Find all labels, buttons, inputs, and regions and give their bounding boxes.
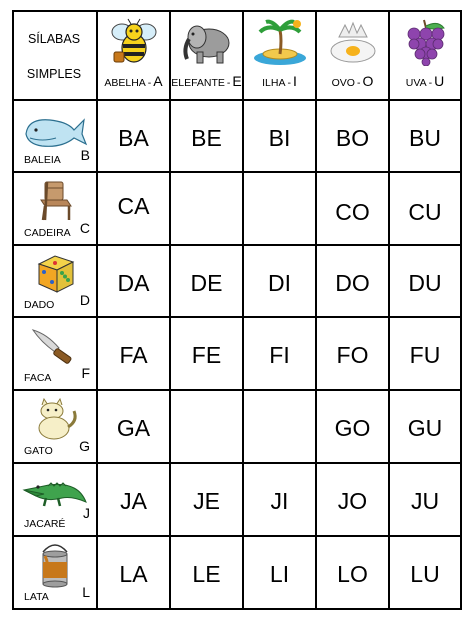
syllable-cell: LA bbox=[119, 561, 148, 587]
row-word: CADEIRA bbox=[24, 227, 71, 239]
paint-can-icon bbox=[22, 543, 88, 587]
title-line1: SÍLABAS bbox=[27, 32, 81, 46]
syllable-cell: JI bbox=[270, 488, 289, 514]
syllable-cell: BI bbox=[268, 125, 291, 151]
grapes-icon bbox=[390, 18, 460, 66]
syllable-cell: JO bbox=[337, 488, 368, 514]
row-letter: F bbox=[81, 365, 90, 381]
vowel-letter: I bbox=[292, 73, 297, 89]
egg-icon bbox=[317, 18, 388, 66]
row-header-d bbox=[14, 246, 96, 316]
syllable-cell: DU bbox=[408, 270, 442, 296]
bee-icon bbox=[98, 18, 169, 66]
elephant-icon bbox=[171, 18, 242, 66]
dash: - bbox=[147, 77, 152, 89]
row-word: DADO bbox=[24, 299, 55, 311]
syllable-cell: LO bbox=[337, 561, 368, 587]
syllable-cell: BU bbox=[409, 125, 441, 151]
vowel-letter: E bbox=[232, 73, 242, 89]
syllable-cell: DO bbox=[335, 270, 370, 296]
row-word: GATO bbox=[24, 445, 53, 457]
syllable-cell: FE bbox=[191, 342, 222, 368]
syllable-cell: FO bbox=[336, 342, 369, 368]
dash: - bbox=[287, 77, 291, 89]
syllable-cell: CA bbox=[117, 193, 150, 219]
whale-icon bbox=[22, 107, 88, 151]
syllable-cell: CO bbox=[335, 199, 370, 225]
vowel-header-i bbox=[244, 12, 315, 99]
syllable-cell: JA bbox=[120, 488, 147, 514]
vowel-header-o bbox=[317, 12, 388, 99]
syllable-cell: JU bbox=[410, 488, 440, 514]
chair-icon bbox=[22, 179, 88, 223]
row-word: JACARÉ bbox=[24, 518, 66, 530]
row-word: BALEIA bbox=[24, 154, 61, 166]
syllable-cell: DE bbox=[190, 270, 223, 296]
vowel-header-u bbox=[390, 12, 460, 99]
syllable-cell: BA bbox=[118, 125, 149, 151]
row-header-c bbox=[14, 173, 96, 244]
row-letter: J bbox=[83, 505, 90, 521]
vowel-letter: A bbox=[153, 73, 163, 89]
grid-line bbox=[12, 608, 462, 610]
syllable-cell: JE bbox=[193, 488, 220, 514]
syllable-cell: LE bbox=[192, 561, 221, 587]
row-letter: D bbox=[79, 292, 90, 308]
syllable-cell: CU bbox=[408, 199, 442, 225]
dash: - bbox=[428, 77, 433, 89]
vowel-word: OVO bbox=[331, 77, 355, 89]
vowel-letter: U bbox=[434, 73, 445, 89]
knife-icon bbox=[22, 324, 88, 368]
syllable-cell: FA bbox=[119, 342, 148, 368]
alligator-icon bbox=[22, 470, 88, 514]
vowel-header-a bbox=[98, 12, 169, 99]
syllable-cell: LU bbox=[410, 561, 440, 587]
syllable-cell: DA bbox=[117, 270, 150, 296]
grid-line bbox=[460, 10, 462, 610]
dash: - bbox=[226, 77, 231, 89]
row-word: LATA bbox=[24, 591, 49, 603]
row-letter: G bbox=[79, 438, 90, 454]
vowel-word: UVA bbox=[405, 77, 427, 89]
vowel-word: ILHA bbox=[262, 77, 286, 89]
island-icon bbox=[244, 18, 315, 66]
syllable-cell: BE bbox=[191, 125, 222, 151]
syllable-cell: LI bbox=[269, 561, 290, 587]
vowel-letter: O bbox=[362, 73, 374, 89]
title-cell bbox=[12, 10, 96, 99]
vowel-header-e bbox=[171, 12, 242, 99]
cat-icon bbox=[22, 397, 88, 441]
row-word: FACA bbox=[24, 372, 52, 384]
syllable-cell: DI bbox=[268, 270, 291, 296]
row-letter: B bbox=[80, 147, 90, 163]
row-letter: C bbox=[79, 220, 90, 236]
syllable-cell: GO bbox=[334, 415, 371, 441]
row-header-f bbox=[14, 318, 96, 389]
row-header-l bbox=[14, 537, 96, 608]
row-header-j bbox=[14, 464, 96, 535]
syllable-cell: FU bbox=[409, 342, 441, 368]
row-header-b bbox=[14, 101, 96, 171]
syllable-cell: GA bbox=[116, 415, 151, 441]
row-letter: L bbox=[82, 584, 90, 600]
syllable-cell: FI bbox=[269, 342, 290, 368]
dice-icon bbox=[22, 252, 88, 296]
vowel-word: ELEFANTE bbox=[171, 77, 225, 89]
row-header-g bbox=[14, 391, 96, 462]
vowel-word: ABELHA bbox=[104, 77, 146, 89]
dash: - bbox=[356, 77, 361, 89]
syllable-cell: GU bbox=[407, 415, 443, 441]
title-line2: SIMPLES bbox=[26, 67, 82, 81]
syllable-table bbox=[12, 10, 462, 610]
syllable-cell: BO bbox=[335, 125, 370, 151]
